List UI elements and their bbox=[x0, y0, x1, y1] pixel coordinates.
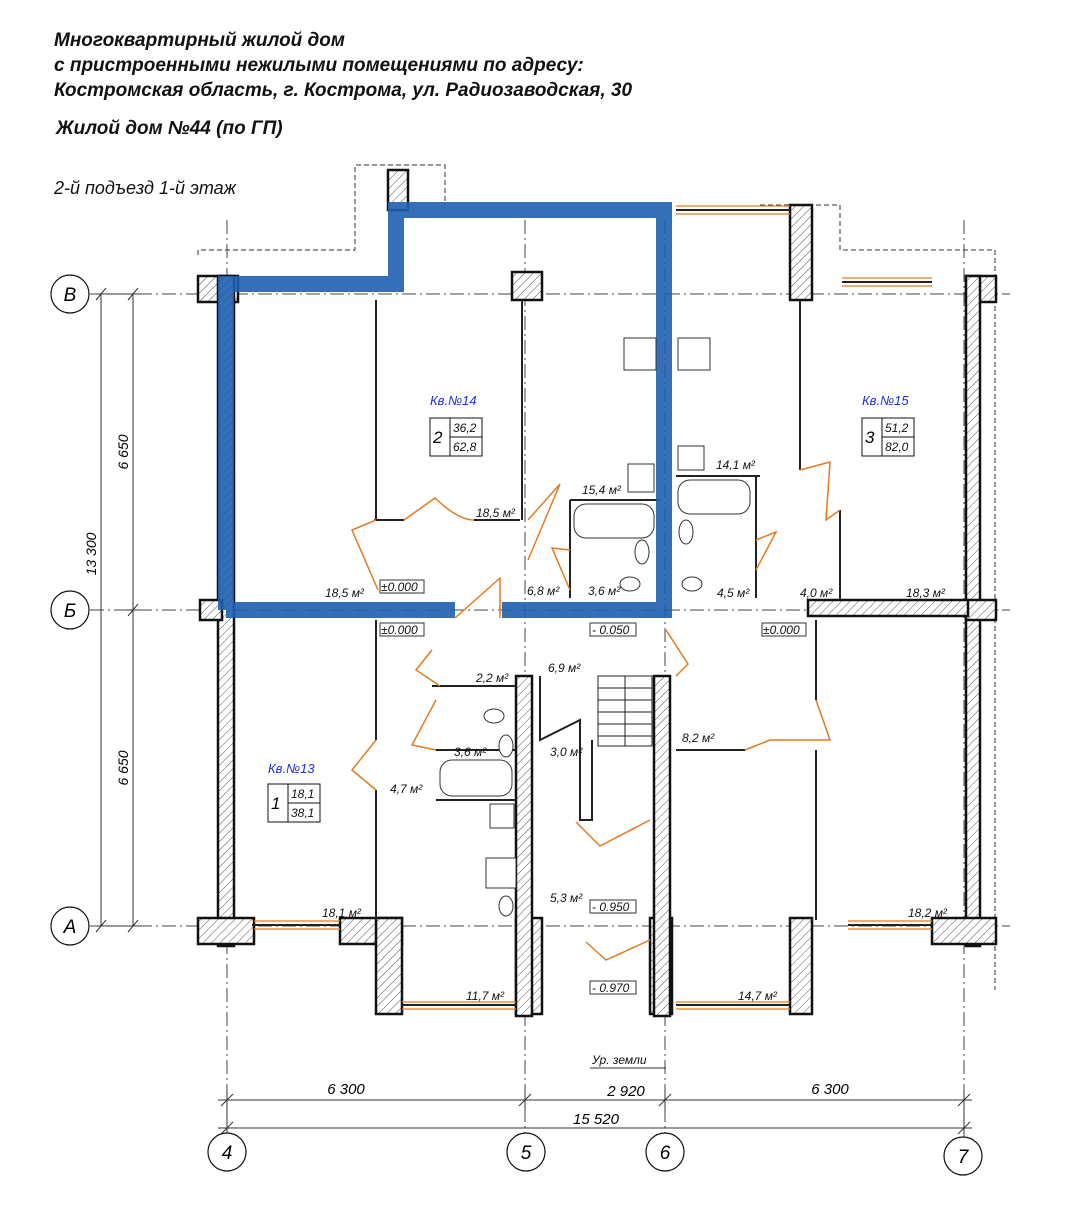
entrance-floor-label: 2-й подъезд 1-й этаж bbox=[54, 178, 237, 198]
room-area: 8,2 м² bbox=[682, 731, 715, 745]
apt-15-label bbox=[862, 393, 914, 456]
axis-col-marker: 6 bbox=[659, 1143, 671, 1164]
room-area: 18,2 м² bbox=[908, 906, 947, 920]
axis-col-marker: 7 bbox=[957, 1147, 969, 1168]
room-area: 6,9 м² bbox=[548, 661, 581, 675]
axis-row-marker: Б bbox=[63, 601, 77, 622]
room-area: 2,2 м² bbox=[476, 671, 509, 685]
dim-middle: 2 920 bbox=[607, 1083, 645, 1100]
dim-lower: 6 650 bbox=[115, 750, 131, 786]
room-area: 11,7 м² bbox=[466, 989, 505, 1003]
axis-col-marker: 4 bbox=[221, 1143, 233, 1164]
level-mark: - 0.950 bbox=[592, 900, 630, 914]
apt-15-living: 51,2 bbox=[885, 421, 909, 435]
axis-col-marker: 5 bbox=[520, 1143, 532, 1164]
level-mark: ±0.000 bbox=[763, 623, 800, 637]
room-area: 3,6 м² bbox=[454, 745, 487, 759]
building-label: Жилой дом №44 (по ГП) bbox=[56, 118, 283, 139]
room-area: 3,0 м² bbox=[550, 745, 583, 759]
room-area: 4,7 м² bbox=[390, 782, 423, 796]
apt-14-living: 36,2 bbox=[453, 421, 477, 435]
level-mark: ±0.000 bbox=[381, 623, 418, 637]
apt-14-total: 62,8 bbox=[453, 440, 477, 454]
apt-15-title: Кв.№15 bbox=[862, 393, 909, 408]
room-area: 18,3 м² bbox=[906, 586, 945, 600]
axis-row-marker: А bbox=[63, 917, 77, 938]
apt-13-title: Кв.№13 bbox=[268, 761, 315, 776]
level-mark: ±0.000 bbox=[381, 580, 418, 594]
apt-15-rooms: 3 bbox=[865, 428, 875, 447]
apt-13-label bbox=[268, 761, 320, 822]
level-mark: - 0.970 bbox=[592, 981, 630, 995]
apt-14-rooms: 2 bbox=[433, 428, 443, 447]
apt-15-total: 82,0 bbox=[885, 440, 909, 454]
dim-left: 6 300 bbox=[327, 1081, 365, 1098]
ground-level-label: Ур. земли bbox=[592, 1053, 647, 1067]
highlighted-apartment-outline bbox=[226, 210, 672, 610]
room-area: 4,5 м² bbox=[717, 586, 750, 600]
title-line-2: с пристроенными нежилыми помещениями по адресу: bbox=[54, 55, 584, 76]
apt-13-total: 38,1 bbox=[291, 806, 315, 820]
apt-14-title: Кв.№14 bbox=[430, 393, 477, 408]
room-area: 18,5 м² bbox=[476, 506, 515, 520]
dim-upper: 6 650 bbox=[115, 434, 131, 470]
apt-13-rooms: 1 bbox=[271, 794, 281, 813]
level-mark: - 0.050 bbox=[592, 623, 630, 637]
room-area: 18,1 м² bbox=[322, 906, 361, 920]
apt-14-label bbox=[430, 393, 482, 456]
title-line-1: Многоквартирный жилой дом bbox=[54, 30, 345, 51]
apt-13-living: 18,1 bbox=[291, 787, 315, 801]
room-area: 4,0 м² bbox=[800, 586, 833, 600]
dim-total-vertical: 13 300 bbox=[83, 532, 99, 576]
title-line-3: Костромская область, г. Кострома, ул. Радиозаводская, 30 bbox=[54, 80, 633, 101]
room-area: 14,7 м² bbox=[738, 989, 777, 1003]
room-area: 3,6 м² bbox=[588, 584, 621, 598]
room-area: 6,8 м² bbox=[527, 584, 560, 598]
room-area: 5,3 м² bbox=[550, 891, 583, 905]
dim-right: 6 300 bbox=[811, 1081, 849, 1098]
dim-total-horizontal: 15 520 bbox=[573, 1111, 619, 1128]
axis-row-marker: В bbox=[63, 285, 77, 306]
room-area: 14,1 м² bbox=[716, 458, 755, 472]
room-area: 18,5 м² bbox=[325, 586, 364, 600]
room-area: 15,4 м² bbox=[582, 483, 621, 497]
